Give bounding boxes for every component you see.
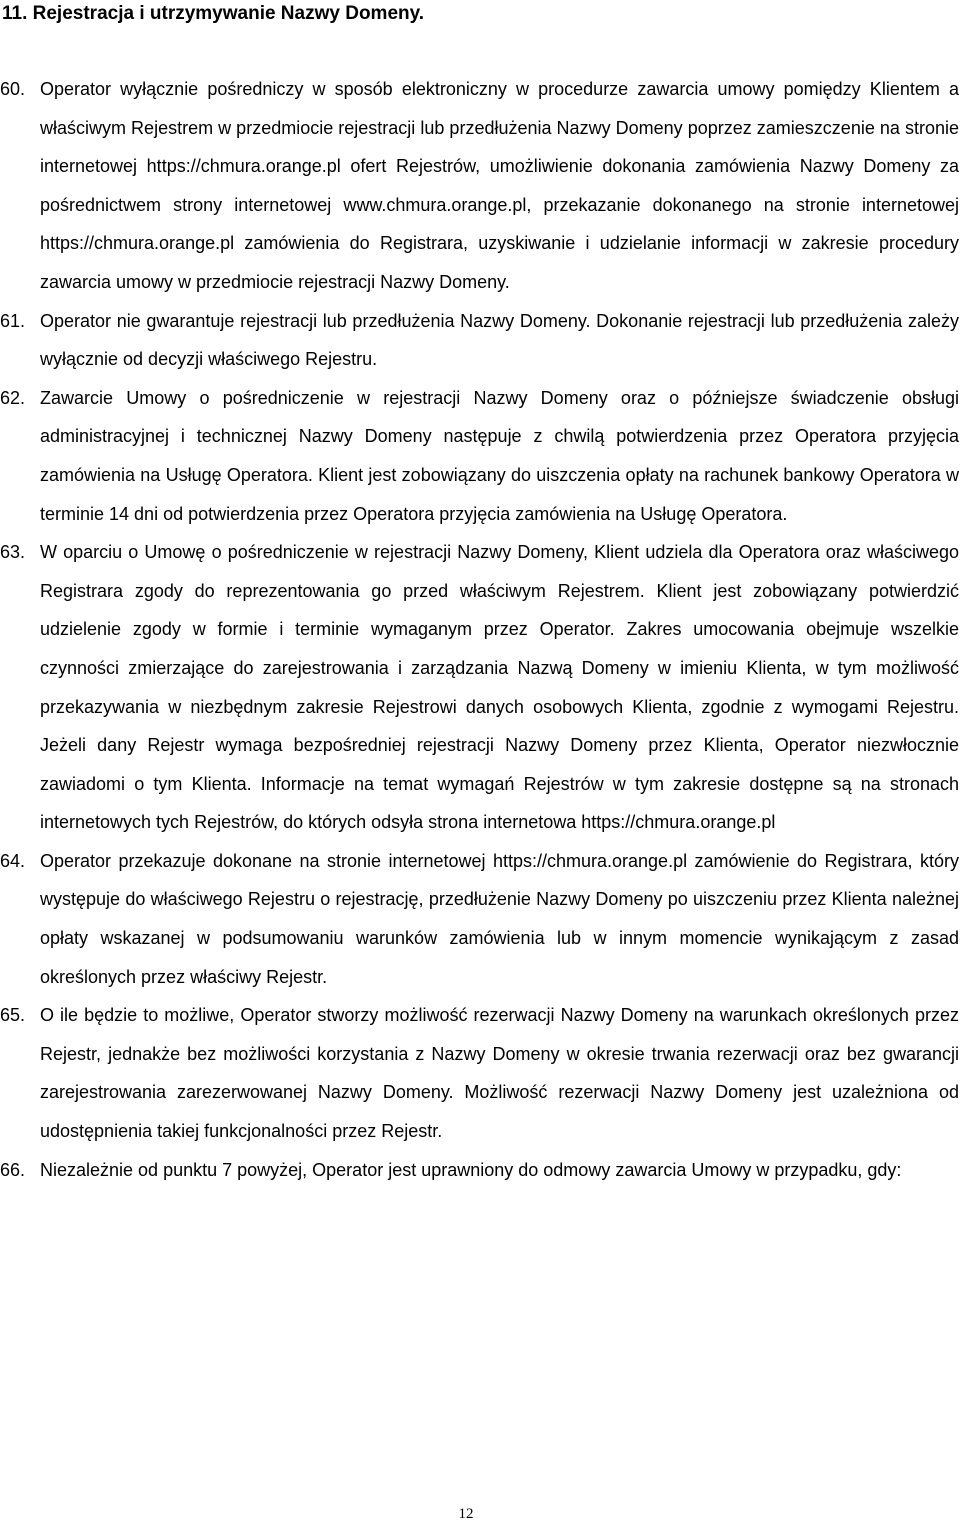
clause-number: 65. — [0, 1005, 26, 1026]
clause-65 — [0, 996, 960, 1150]
clause-66 — [0, 1151, 960, 1190]
clause-number: 60. — [0, 79, 26, 99]
clause-60 — [0, 70, 960, 302]
clause-62 — [0, 379, 960, 533]
clause-text: Zawarcie Umowy o pośredniczenie w rejestracji Nazwy Domeny oraz o późniejsze świadczenie obsługi administracyjnej i technicznej Nazwy Domeny następuje z chwilą potwierdzenia przez Operatora przyjęcia zamówienia na Usługę Operatora. Klient jest zobowiązany do uiszczenia opłaty na rachunek bankowy Operatora w terminie 14 dni od potwierdzenia przez Operatora przyjęcia zamówienia na Usługę Operatora. — [40, 387, 959, 524]
clause-number: 64. — [0, 850, 26, 871]
clause-text: O ile będzie to możliwe, Operator stworzy możliwość rezerwacji Nazwy Domeny na warunkach określonych przez Rejestr, jednakże bez możliwości korzystania z Nazwy Domeny w okresie trwania rezerwacji oraz bez gwarancji zarejestrowania zarezerwowanej Nazwy Domeny. Możliwość rezerwacji Nazwy Domeny jest uzależniona od udostępnienia takiej funkcjonalności przez Rejestr. — [40, 1005, 959, 1142]
clause-text: Operator wyłącznie pośredniczy w sposób elektroniczny w procedurze zawarcia umowy pomiędzy Klientem a właściwym Rejestrem w przedmiocie rejestracji lub przedłużenia Nazwy Domeny poprzez zamieszczenie na stronie internetowej https://chmura.orange.pl ofert Rejestrów, umożliwienie dokonania zamówienia Nazwy Domeny za pośrednictwem strony internetowej www.chmura.orange.pl, przekazanie dokonanego na stronie internetowej https://chmura.orange.pl zamówienia do Registrara, uzyskiwanie i udzielanie informacji w zakresie procedury zawarcia umowy w przedmiocie rejestracji Nazwy Domeny. — [40, 79, 959, 292]
clause-text: W oparciu o Umowę o pośredniczenie w rejestracji Nazwy Domeny, Klient udziela dla Operatora oraz właściwego Registrara zgody do reprezentowania go przed właściwym Rejestrem. Klient jest zobowiązany potwierdzić udzielenie zgody w formie i terminie wymaganym przez Operator. Zakres umocowania obejmuje wszelkie czynności zmierzające do zarejestrowania i zarządzania Nazwą Domeny w imieniu Klienta, w tym możliwość przekazywania w niezbędnym zakresie Rejestrowi danych osobowych Klienta, zgodnie z wymogami Rejestru. Jeżeli dany Rejestr wymaga bezpośredniej rejestracji Nazwy Domeny przez Klienta, Operator niezwłocznie zawiadomi o tym Klienta. Informacje na temat wymagań Rejestrów w tym zakresie dostępne są na stronach internetowych tych Rejestrów, do których odsyła strona internetowa https://chmura.orange.pl — [40, 542, 959, 833]
clause-number: 61. — [0, 310, 26, 331]
clause-text: Niezależnie od punktu 7 powyżej, Operator jest uprawniony do odmowy zawarcia Umowy w przypadku, gdy: — [40, 1159, 902, 1180]
clause-list — [0, 70, 960, 1189]
clause-63 — [0, 533, 960, 842]
clause-number: 66. — [0, 1159, 26, 1180]
page-number: 12 — [458, 1506, 474, 1522]
clause-number: 63. — [0, 542, 26, 563]
clause-61 — [0, 302, 960, 379]
clause-number: 62. — [0, 387, 26, 408]
clause-text: Operator przekazuje dokonane na stronie internetowej https://chmura.orange.pl zamówienie do Registrara, który występuje do właściwego Rejestru o rejestrację, przedłużenie Nazwy Domeny po uiszczeniu przez Klienta należnej opłaty wskazanej w podsumowaniu warunków zamówienia lub w innym momencie wynikającym z zasad określonych przez właściwy Rejestr. — [40, 850, 959, 987]
section-heading: 11. Rejestracja i utrzymywanie Nazwy Domeny. — [2, 3, 425, 24]
clause-text: Operator nie gwarantuje rejestracji lub przedłużenia Nazwy Domeny. Dokonanie rejestracji lub przedłużenia zależy wyłącznie od decyzji właściwego Rejestru. — [40, 310, 959, 370]
clause-64 — [0, 842, 960, 996]
